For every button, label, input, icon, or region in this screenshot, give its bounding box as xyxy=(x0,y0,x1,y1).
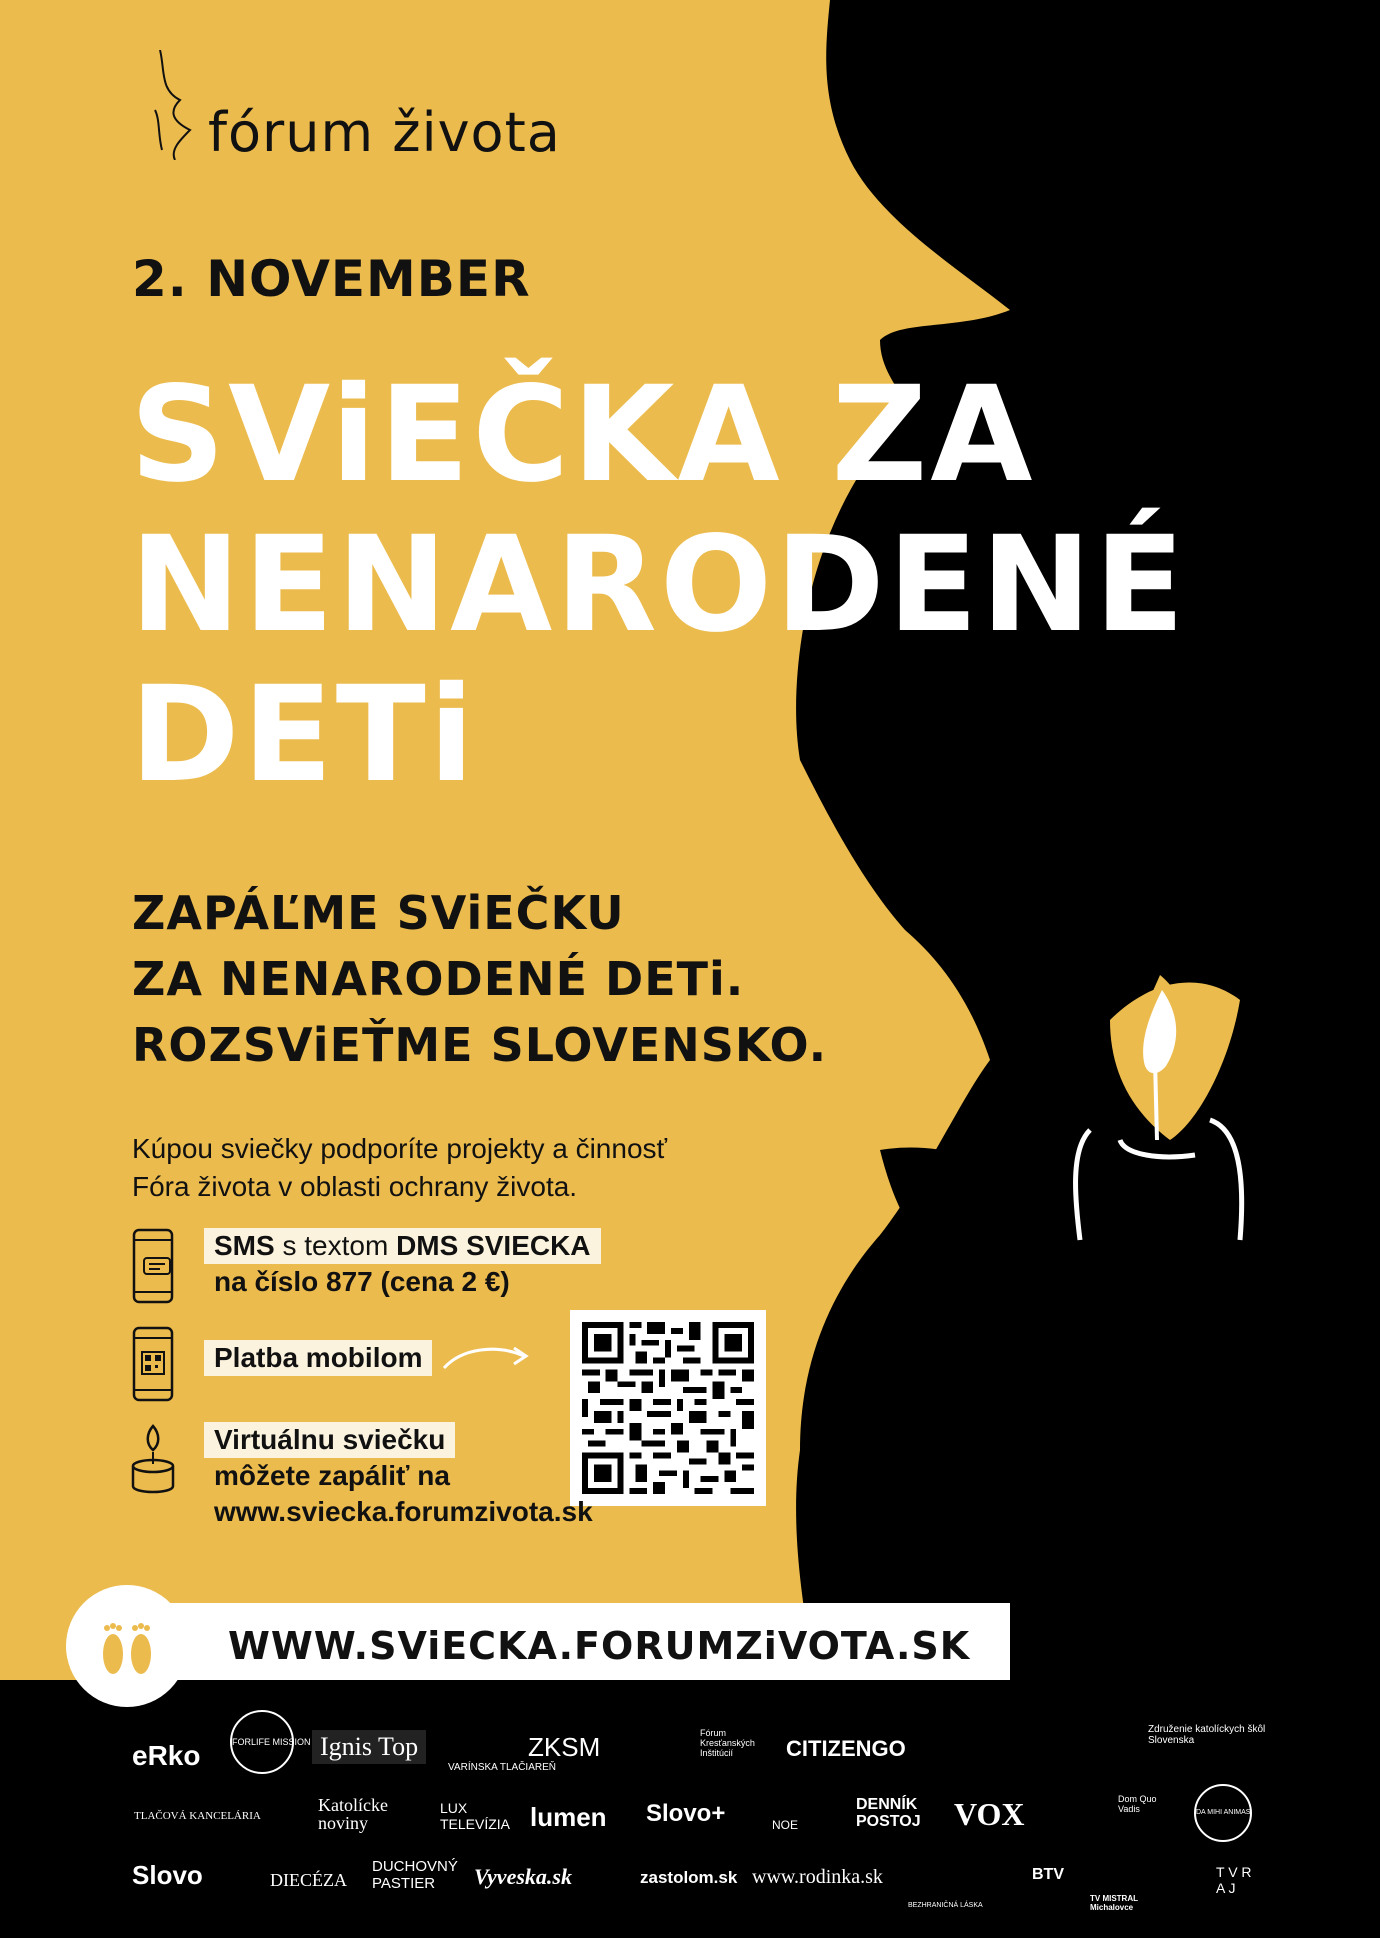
virtual-candle-option xyxy=(130,1422,593,1530)
partner-rodinka: www.rodinka.sk xyxy=(752,1866,883,1888)
subtitle-line-1: ZAPÁĽME SViEČKU xyxy=(132,886,625,940)
partner-ignis: Ignis Top xyxy=(312,1730,426,1764)
partner-zkss: Združenie katolíckych škôl Slovenska xyxy=(1148,1724,1266,1746)
sms-number: na číslo 877 (cena 2 €) xyxy=(214,1266,510,1297)
qr-pattern xyxy=(582,1322,754,1494)
partner-tv-raj: T V R A J xyxy=(1216,1864,1252,1896)
qr-code[interactable] xyxy=(570,1310,766,1506)
feet-logo xyxy=(66,1585,188,1707)
candle-icon xyxy=(130,1422,176,1498)
partner-quo-vadis: Dom Quo Vadis xyxy=(1118,1794,1157,1814)
subtitle xyxy=(132,880,827,1078)
partner-dieceza: DIECÉZA xyxy=(270,1870,347,1890)
partner-lux: LUX TELEVÍZIA xyxy=(440,1800,511,1832)
subtitle-line-2: ZA NENARODENÉ DETi. xyxy=(132,952,745,1006)
partner-tk: TLAČOVÁ KANCELÁRIA xyxy=(134,1810,261,1822)
partner-vyveska: Vyveska.sk xyxy=(474,1864,572,1889)
title-line-3: DETi xyxy=(130,658,478,812)
description-line-1: Kúpou sviečky podporíte projekty a činnosť xyxy=(132,1133,668,1164)
virtual-candle-label: Virtuálnu sviečku xyxy=(204,1422,455,1458)
sms-middle: s textom xyxy=(274,1230,397,1261)
partner-citizengo: CITIZENGO xyxy=(786,1736,906,1761)
subtitle-line-3: ROZSViEŤME SLOVENSKO. xyxy=(132,1018,828,1072)
phone-qr-icon xyxy=(130,1326,176,1402)
partner-postoj: DENNÍK POSTOJ xyxy=(856,1796,921,1830)
partner-forlife: FORLIFE MISSION xyxy=(230,1710,294,1774)
partner-zksm: ZKSM xyxy=(528,1732,601,1762)
virtual-candle-url[interactable]: www.sviecka.forumzivota.sk xyxy=(214,1496,593,1527)
logo-text: fórum života xyxy=(208,101,561,164)
partner-lumen: lumen xyxy=(530,1802,607,1832)
partner-slovo: Slovo xyxy=(132,1860,203,1890)
partner-fki: Fórum Kresťanských Inštitúcií xyxy=(700,1728,755,1758)
profile-face-icon xyxy=(140,50,200,160)
sms-option xyxy=(130,1228,601,1304)
partner-erko: eRko xyxy=(132,1740,201,1771)
partner-katolicke-noviny: Katolícke noviny xyxy=(318,1795,388,1833)
partner-da-mihi: DA MIHI ANIMAS xyxy=(1194,1784,1252,1842)
mobile-payment-option xyxy=(130,1326,532,1402)
event-date: 2. NOVEMBER xyxy=(132,250,531,308)
virtual-candle-line-2: môžete zapáliť na xyxy=(214,1460,450,1491)
partner-varinska: VARÍNSKA TLAČIAREŇ xyxy=(448,1762,556,1773)
partner-slovo-plus: Slovo+ xyxy=(646,1800,726,1827)
phone-sms-icon xyxy=(130,1228,176,1304)
partners-section xyxy=(0,1680,1380,1938)
partner-btv: BTV xyxy=(1032,1866,1064,1883)
sms-prefix: SMS xyxy=(214,1230,275,1261)
partner-vox: VOX xyxy=(954,1796,1025,1832)
forum-zivota-logo[interactable] xyxy=(140,50,561,164)
baby-feet-icon xyxy=(87,1606,167,1686)
partner-noe: NOE xyxy=(772,1818,799,1832)
partner-zastolom: zastolom.sk xyxy=(640,1868,738,1887)
sms-code: DMS SVIECKA xyxy=(396,1230,591,1261)
partner-bezhranicna-laska: BEZHRANIČNÁ LÁSKA xyxy=(908,1902,983,1909)
partner-tv-mistral: TV MISTRAL Michalovce xyxy=(1090,1894,1138,1912)
partner-duchovny-pastier: DUCHOVNÝ PASTIER xyxy=(372,1858,458,1892)
title-line-1: SViEČKA ZA xyxy=(130,358,1036,512)
main-title xyxy=(130,360,1188,810)
description-line-2: Fóra života v oblasti ochrany života. xyxy=(132,1171,578,1202)
arrow-icon xyxy=(442,1338,532,1378)
title-line-2: NENARODENÉ xyxy=(130,508,1188,662)
description xyxy=(132,1130,667,1206)
sms-highlight xyxy=(204,1228,601,1264)
mobile-payment-label: Platba mobilom xyxy=(204,1340,432,1376)
website-url[interactable]: WWW.SViECKA.FORUMZiVOTA.SK xyxy=(148,1603,1010,1689)
